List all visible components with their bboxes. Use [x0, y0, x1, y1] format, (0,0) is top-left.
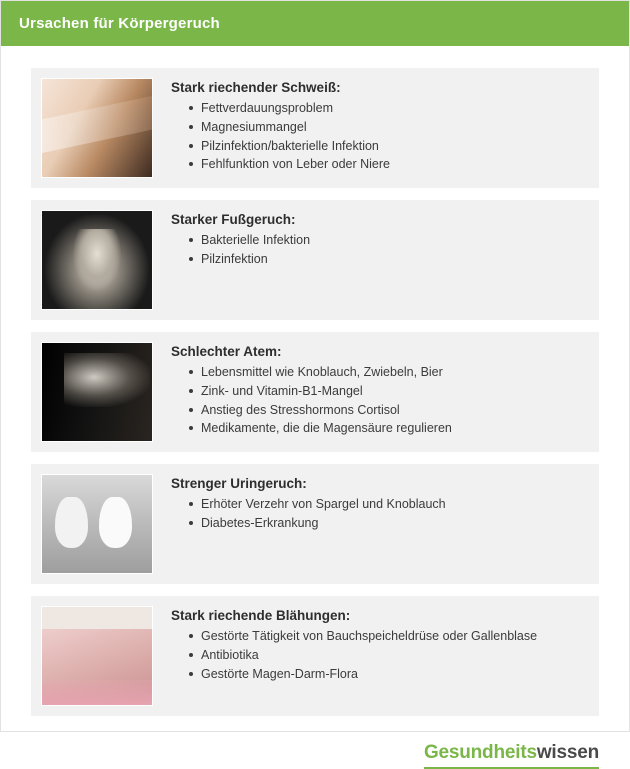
page-header — [1, 1, 629, 46]
list-item: Pilzinfektion/bakterielle Infektion — [189, 137, 390, 156]
section-card — [31, 464, 599, 584]
section-card — [31, 68, 599, 188]
list-item: Anstieg des Stresshormons Cortisol — [189, 401, 452, 420]
urinals-photo — [41, 474, 153, 574]
page-title: Ursachen für Körpergeruch — [19, 15, 220, 32]
brand-logo — [424, 742, 599, 769]
list-item: Zink- und Vitamin-B1-Mangel — [189, 382, 452, 401]
list-item: Diabetes-Erkrankung — [189, 514, 446, 533]
section-title: Stark riechende Blähungen: — [171, 608, 351, 623]
section-bullets — [171, 231, 310, 269]
section-title: Stark riechender Schweiß: — [171, 80, 341, 95]
list-item: Medikamente, die die Magensäure regulieren — [189, 419, 452, 438]
section-title: Starker Fußgeruch: — [171, 212, 296, 227]
list-item: Antibiotika — [189, 646, 537, 665]
list-item: Fettverdauungsproblem — [189, 99, 390, 118]
section-card — [31, 200, 599, 320]
list-item: Fehlfunktion von Leber oder Niere — [189, 155, 390, 174]
section-bullets — [171, 363, 452, 438]
list-item: Magnesiummangel — [189, 118, 390, 137]
section-body — [153, 606, 537, 683]
bare-feet-photo — [41, 210, 153, 310]
bad-breath-photo — [41, 342, 153, 442]
list-item: Lebensmittel wie Knoblauch, Zwiebeln, Bier — [189, 363, 452, 382]
list-item: Pilzinfektion — [189, 250, 310, 269]
section-body — [153, 210, 310, 269]
section-body — [153, 342, 452, 438]
section-body — [153, 474, 446, 533]
list-item: Bakterielle Infektion — [189, 231, 310, 250]
section-card — [31, 332, 599, 452]
section-bullets — [171, 495, 446, 533]
page-footer — [1, 728, 629, 769]
list-item: Erhöter Verzehr von Spargel und Knoblauch — [189, 495, 446, 514]
list-item: Gestörte Magen-Darm-Flora — [189, 665, 537, 684]
section-card — [31, 596, 599, 716]
brand-logo-part1: Gesundheits — [423, 742, 537, 763]
section-bullets — [171, 627, 537, 683]
list-item: Gestörte Tätigkeit von Bauchspeicheldrüse oder Gallenblase — [189, 627, 537, 646]
section-body — [153, 78, 390, 174]
sweaty-hands-photo — [41, 78, 153, 178]
section-bullets — [171, 99, 390, 174]
brand-logo-part2: wissen — [536, 742, 599, 763]
section-title: Strenger Uringeruch: — [171, 476, 307, 491]
sections-list — [1, 46, 629, 716]
bloated-belly-photo — [41, 606, 153, 706]
section-title: Schlechter Atem: — [171, 344, 282, 359]
